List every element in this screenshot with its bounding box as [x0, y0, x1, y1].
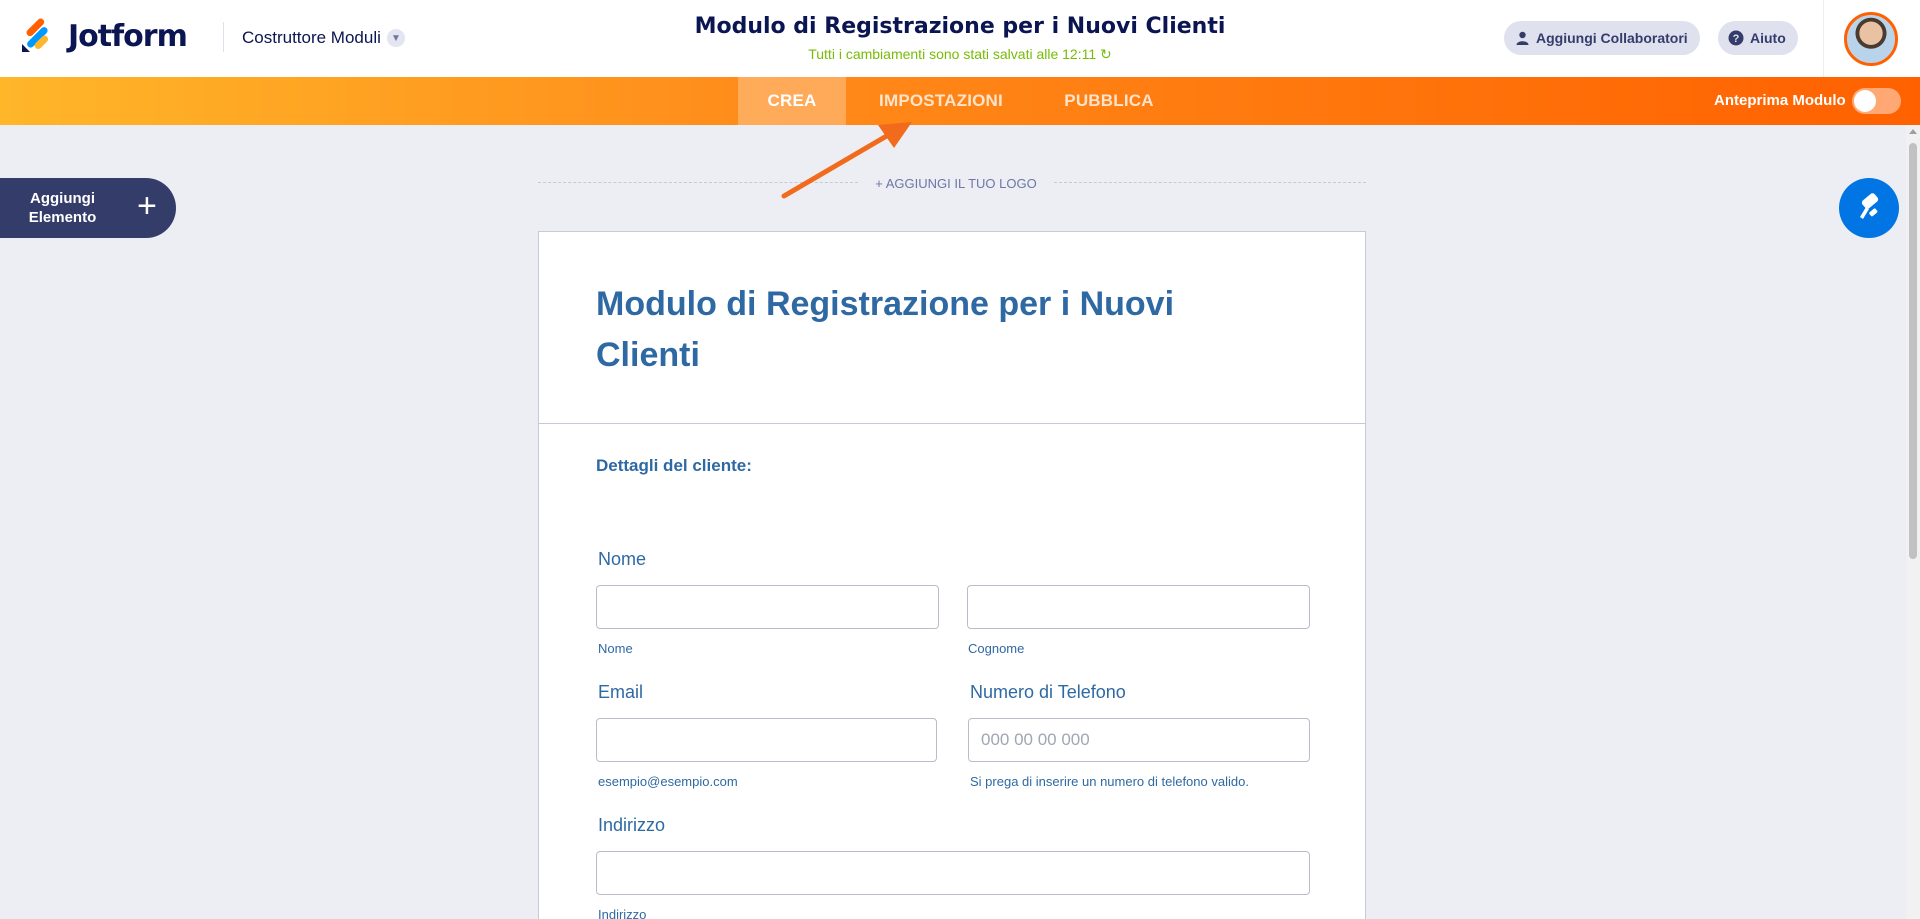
- address-sublabel: Indirizzo: [598, 907, 647, 919]
- form-card: [538, 231, 1366, 919]
- form-heading[interactable]: Modulo di Registrazione per i Nuovi Clienti: [596, 285, 1175, 374]
- scroll-thumb[interactable]: [1909, 143, 1917, 559]
- builder-label: Costruttore Moduli: [242, 28, 381, 47]
- phone-placeholder: 000 00 00 000: [981, 730, 1090, 749]
- top-header: [0, 0, 1920, 77]
- email-input[interactable]: [596, 718, 937, 762]
- first-name-input[interactable]: [596, 585, 939, 629]
- form-title[interactable]: Modulo di Registrazione per i Nuovi Clienti: [694, 14, 1226, 39]
- builder-navbar: [0, 77, 1920, 125]
- phone-label: Numero di Telefono: [970, 682, 1126, 702]
- address-input[interactable]: [596, 851, 1310, 895]
- logo-divider-right: [1054, 182, 1366, 183]
- add-element-button[interactable]: [0, 178, 176, 238]
- add-logo-button[interactable]: + AGGIUNGI IL TUO LOGO: [875, 176, 1037, 191]
- page-scrollbar[interactable]: [1906, 125, 1920, 919]
- annotation-arrow: [770, 110, 930, 210]
- section-title[interactable]: Dettagli del cliente:: [596, 456, 752, 475]
- add-element-label: Aggiungi Elemento: [28, 190, 97, 226]
- first-name-sublabel: Nome: [598, 641, 633, 656]
- email-sublabel: esempio@esempio.com: [598, 774, 738, 789]
- toggle-knob: [1854, 90, 1876, 112]
- tab-pubblica[interactable]: PUBBLICA: [1064, 91, 1154, 110]
- form-header: [539, 232, 1365, 424]
- address-label: Indirizzo: [598, 815, 666, 835]
- help-label: Aiuto: [1750, 30, 1786, 46]
- header-divider-right: [1823, 0, 1824, 77]
- tab-crea[interactable]: CREA: [738, 77, 846, 125]
- refresh-icon: ↻: [1100, 46, 1112, 62]
- paint-roller-icon: [1854, 193, 1884, 223]
- tab-impostazioni[interactable]: IMPOSTAZIONI: [879, 91, 1003, 110]
- question-circle-icon: [1728, 30, 1744, 46]
- svg-text:?: ?: [1732, 33, 1740, 45]
- last-name-sublabel: Cognome: [968, 641, 1025, 656]
- scroll-up-arrow[interactable]: [1909, 129, 1917, 134]
- phone-sublabel: Si prega di inserire un numero di telefono valido.: [970, 774, 1249, 789]
- plus-icon: +: [137, 187, 157, 225]
- form-designer-button[interactable]: [1839, 178, 1899, 238]
- chevron-down-icon: ▼: [387, 29, 405, 47]
- preview-label: Anteprima Modulo: [1714, 92, 1846, 109]
- brand-name: Jotform: [68, 18, 187, 54]
- email-label: Email: [598, 682, 644, 702]
- add-collaborators-button[interactable]: [1504, 21, 1700, 55]
- avatar[interactable]: [1844, 12, 1898, 66]
- saved-status-text: Tutti i cambiamenti sono stati salvati alle 12:11: [808, 46, 1097, 62]
- add-collaborators-label: Aggiungi Collaboratori: [1536, 30, 1688, 46]
- last-name-input[interactable]: [967, 585, 1310, 629]
- name-label: Nome: [598, 549, 647, 569]
- preview-toggle[interactable]: [1852, 88, 1901, 114]
- phone-input[interactable]: [968, 718, 1310, 762]
- user-icon: [1514, 30, 1530, 46]
- help-button[interactable]: [1718, 21, 1798, 55]
